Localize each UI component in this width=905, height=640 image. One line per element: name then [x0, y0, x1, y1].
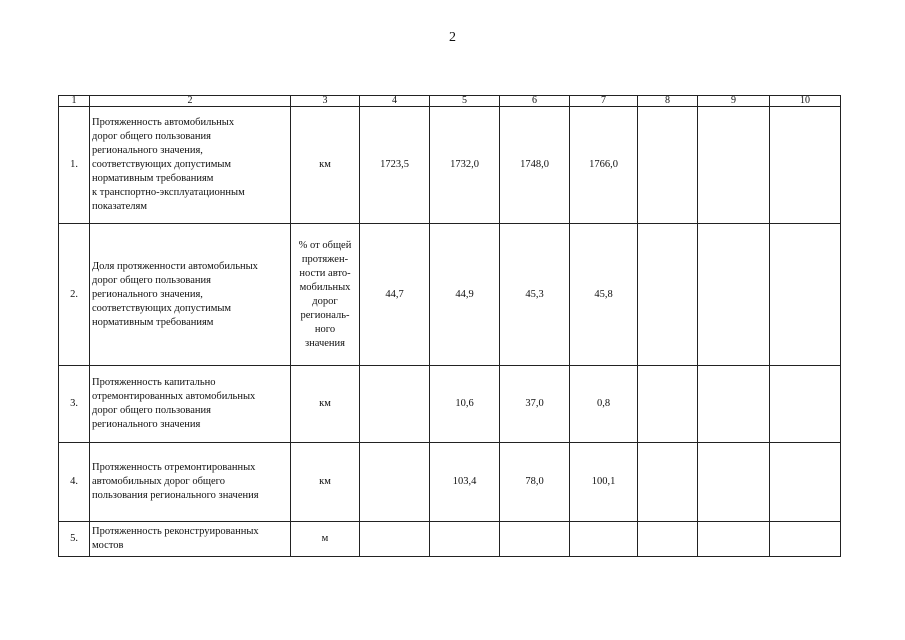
table-row: [59, 443, 841, 522]
column-header: 6: [500, 96, 570, 107]
value-cell: [360, 522, 430, 557]
value-cell: [638, 224, 698, 366]
indicator-name: Протяженность капитально отремонтированных автомобильных дорог общего пользования регионального значения: [90, 366, 291, 443]
value-cell: [698, 366, 770, 443]
unit-cell: км: [291, 107, 360, 224]
value-cell: 1748,0: [500, 107, 570, 224]
page-number: 2: [449, 30, 456, 45]
row-number: 2.: [59, 224, 90, 366]
value-cell: [698, 107, 770, 224]
value-cell: [770, 224, 841, 366]
column-header: 2: [90, 96, 291, 107]
column-header: 7: [570, 96, 638, 107]
column-header: 1: [59, 96, 90, 107]
value-cell: [698, 443, 770, 522]
value-cell: [698, 224, 770, 366]
value-cell: [638, 366, 698, 443]
value-cell: 37,0: [500, 366, 570, 443]
table-row: [59, 522, 841, 557]
value-cell: 10,6: [430, 366, 500, 443]
table-row: [59, 107, 841, 224]
column-header: 4: [360, 96, 430, 107]
value-cell: 1766,0: [570, 107, 638, 224]
column-header: 5: [430, 96, 500, 107]
value-cell: [770, 443, 841, 522]
table-row: [59, 366, 841, 443]
unit-cell: км: [291, 366, 360, 443]
value-cell: [638, 107, 698, 224]
unit-cell: % от общей протяжен- ности авто- мобильных дорог региональ- ного значения: [291, 224, 360, 366]
header-row: [59, 96, 841, 107]
value-cell: 0,8: [570, 366, 638, 443]
value-cell: 45,8: [570, 224, 638, 366]
value-cell: [430, 522, 500, 557]
value-cell: [360, 366, 430, 443]
value-cell: 1723,5: [360, 107, 430, 224]
value-cell: 78,0: [500, 443, 570, 522]
indicator-name: Доля протяженности автомобильных дорог общего пользования регионального значения, соответствующих допустимым нормативным требованиям: [90, 224, 291, 366]
value-cell: [770, 522, 841, 557]
value-cell: [500, 522, 570, 557]
table-row: [59, 224, 841, 366]
indicator-name: Протяженность отремонтированных автомобильных дорог общего пользования регионального значения: [90, 443, 291, 522]
value-cell: 1732,0: [430, 107, 500, 224]
value-cell: [770, 366, 841, 443]
indicator-name: Протяженность автомобильных дорог общего пользования регионального значения, соответствующих допустимым нормативным требованиям к транспортно-эксплуатационным показателям: [90, 107, 291, 224]
unit-cell: км: [291, 443, 360, 522]
value-cell: 100,1: [570, 443, 638, 522]
row-number: 1.: [59, 107, 90, 224]
value-cell: 44,9: [430, 224, 500, 366]
column-header: 9: [698, 96, 770, 107]
value-cell: [570, 522, 638, 557]
indicators-table: [58, 95, 841, 557]
row-number: 5.: [59, 522, 90, 557]
row-number: 4.: [59, 443, 90, 522]
value-cell: 44,7: [360, 224, 430, 366]
row-number: 3.: [59, 366, 90, 443]
value-cell: [770, 107, 841, 224]
value-cell: 45,3: [500, 224, 570, 366]
value-cell: 103,4: [430, 443, 500, 522]
indicator-name: Протяженность реконструированных мостов: [90, 522, 291, 557]
value-cell: [638, 443, 698, 522]
column-header: 8: [638, 96, 698, 107]
unit-cell: м: [291, 522, 360, 557]
column-header: 3: [291, 96, 360, 107]
column-header: 10: [770, 96, 841, 107]
value-cell: [638, 522, 698, 557]
value-cell: [698, 522, 770, 557]
value-cell: [360, 443, 430, 522]
